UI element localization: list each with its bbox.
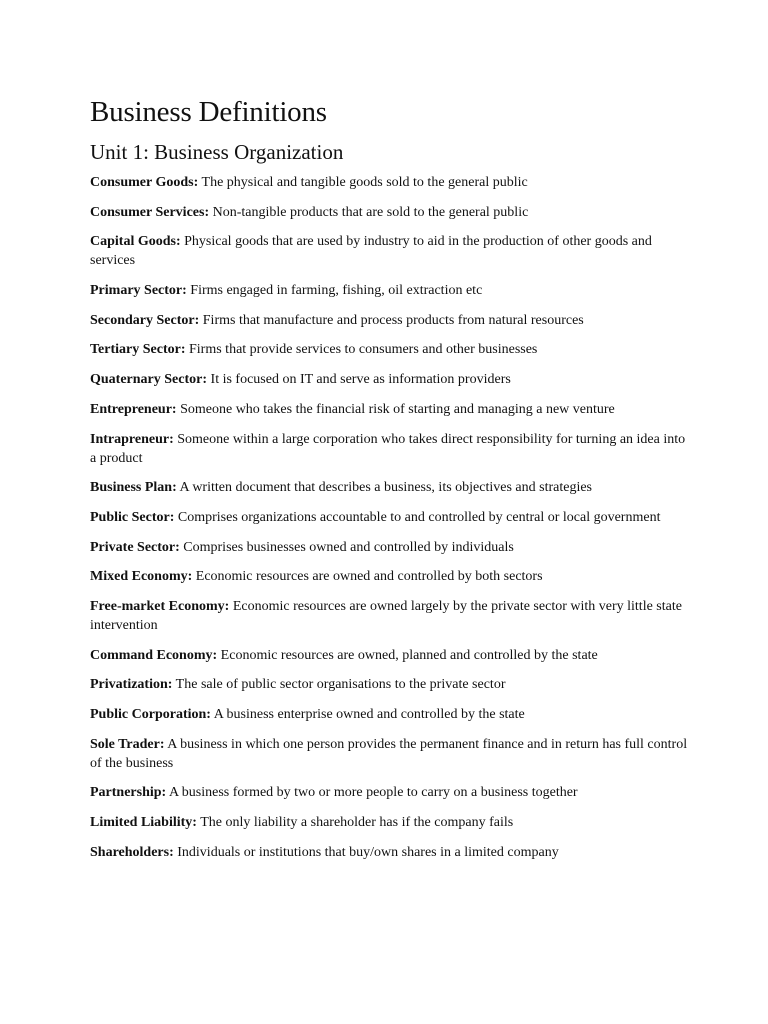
document-title: Business Definitions: [90, 96, 327, 128]
definition-term: Entrepreneur:: [90, 401, 177, 417]
definition-text: Physical goods that are used by industry to aid in the production of other goods and services: [90, 234, 652, 269]
definition-term: Quaternary Sector:: [90, 372, 208, 388]
definition-text: It is focused on IT and serve as information providers: [210, 372, 511, 388]
definition-text: Someone within a large corporation who takes direct responsibility for turning an idea into a product: [90, 431, 686, 466]
definition-term: Privatization:: [90, 677, 173, 693]
definition-term: Capital Goods:: [90, 234, 181, 250]
definition-entry: [90, 281, 690, 300]
definition-text: A business in which one person provides the permanent finance and in return has full control of the business: [90, 736, 688, 771]
definition-term: Free-market Economy:: [90, 598, 230, 614]
definition-term: Intrapreneur:: [90, 431, 174, 447]
definition-term: Public Sector:: [90, 509, 175, 525]
definition-term: Tertiary Sector:: [90, 342, 186, 358]
definition-text: The physical and tangible goods sold to the general public: [201, 175, 528, 190]
definition-text: Economic resources are owned and controlled by both sectors: [195, 569, 543, 585]
definition-entry: [90, 400, 690, 419]
definition-text: Economic resources are owned, planned and controlled by the state: [220, 647, 598, 663]
definition-entry: [90, 311, 690, 330]
definition-entry: [90, 597, 690, 635]
definition-entry: [90, 705, 690, 724]
definition-text: Firms engaged in farming, fishing, oil extraction etc: [190, 283, 483, 299]
definition-entry: [90, 508, 690, 527]
definition-term: Mixed Economy:: [90, 569, 193, 585]
definition-list: [90, 173, 690, 862]
definition-text: Comprises businesses owned and controlled by individuals: [183, 539, 514, 555]
definition-term: Sole Trader:: [90, 736, 165, 752]
definition-term: Consumer Goods:: [90, 175, 199, 190]
definition-entry: [90, 735, 690, 773]
definition-term: Private Sector:: [90, 539, 180, 555]
definition-entry: [90, 675, 690, 694]
definition-text: Firms that provide services to consumers and other businesses: [189, 342, 538, 358]
definition-text: Firms that manufacture and process products from natural resources: [202, 312, 584, 328]
definition-term: Public Corporation:: [90, 707, 211, 722]
definition-text: The only liability a shareholder has if the company fails: [200, 815, 514, 831]
definition-entry: [90, 173, 690, 192]
definition-entry: [90, 783, 690, 802]
definition-text: Non-tangible products that are sold to the general public: [212, 204, 529, 220]
definition-term: Command Economy:: [90, 647, 218, 663]
definition-text: Economic resources are owned largely by the private sector with very little state intervention: [90, 598, 682, 633]
definition-text: Comprises organizations accountable to and controlled by central or local government: [177, 509, 661, 525]
definition-text: A business enterprise owned and controlled by the state: [213, 707, 525, 722]
definition-text: Someone who takes the financial risk of starting and managing a new venture: [180, 401, 615, 417]
definition-entry: [90, 340, 690, 359]
document-page: [90, 94, 690, 872]
definition-text: The sale of public sector organisations to the private sector: [175, 677, 506, 693]
definition-term: Secondary Sector:: [90, 312, 200, 328]
definition-entry: [90, 646, 690, 665]
definition-entry: [90, 370, 690, 389]
definition-term: Limited Liability:: [90, 815, 197, 831]
definition-entry: [90, 843, 690, 862]
definition-text: A business formed by two or more people to carry on a business together: [168, 785, 578, 801]
unit-heading: Unit 1: Business Organization: [90, 140, 344, 164]
definition-term: Shareholders:: [90, 844, 174, 860]
definition-entry: [90, 430, 690, 468]
definition-term: Primary Sector:: [90, 283, 187, 299]
definition-entry: [90, 203, 690, 222]
definition-entry: [90, 567, 690, 586]
definition-term: Partnership:: [90, 785, 167, 801]
definition-term: Business Plan:: [90, 480, 177, 496]
definition-entry: [90, 538, 690, 557]
definition-text: A written document that describes a business, its objectives and strategies: [179, 480, 592, 496]
definition-text: Individuals or institutions that buy/own shares in a limited company: [177, 844, 559, 860]
definition-term: Consumer Services:: [90, 204, 210, 220]
definition-entry: [90, 478, 690, 497]
definition-entry: [90, 232, 690, 270]
definition-entry: [90, 813, 690, 832]
